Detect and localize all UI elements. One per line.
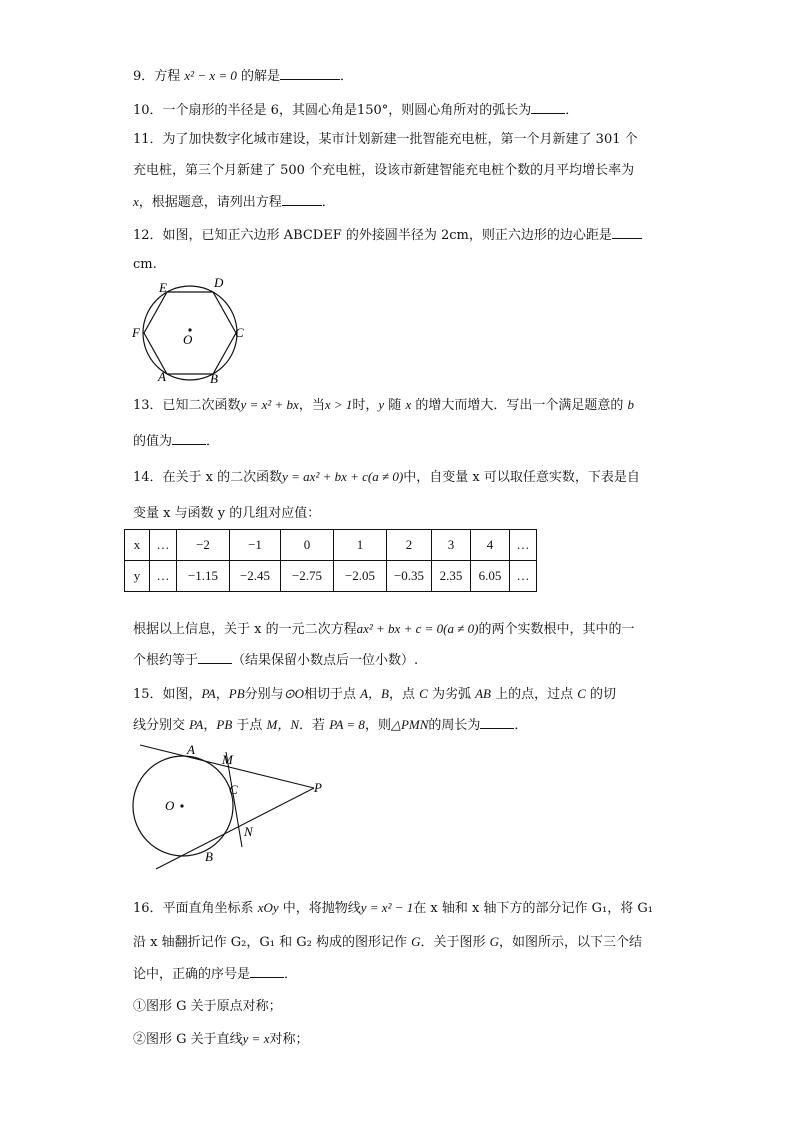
table-cell: …	[510, 561, 537, 592]
q12-text: 12．如图，已知正六边形 ABCDEF 的外接圆半径为 2cm，则正六边形的边心距是	[133, 228, 612, 243]
table-cell: …	[150, 561, 177, 592]
q12-label-F: F	[132, 325, 140, 340]
q11-line3	[133, 193, 335, 212]
q16-option-2	[133, 1030, 308, 1049]
q13-line1	[133, 396, 634, 415]
table-cell: 3	[432, 530, 471, 561]
table-cell: −2.75	[281, 561, 334, 592]
q9-answer-blank[interactable]	[280, 67, 340, 80]
q16-g2b: G₂	[296, 935, 312, 950]
q14-after2a: 个根约等于	[133, 653, 199, 668]
q13-end: ．	[206, 434, 220, 449]
q11-var-x: x	[133, 194, 139, 209]
q13-b-var: b	[627, 397, 634, 412]
q12-line2: cm.	[133, 257, 157, 272]
q12-line1	[133, 226, 642, 245]
table-cell: −1	[230, 530, 281, 561]
q15-line2c: 于点	[232, 718, 267, 733]
q16-line3	[133, 965, 297, 984]
q15-pb: PB	[228, 686, 245, 701]
q15-label-M: M	[222, 752, 233, 767]
q15-line2a: 线分别交	[133, 718, 190, 733]
table-cell: 1	[334, 530, 387, 561]
q15-c-var2: C	[577, 686, 586, 701]
q11-line2: 充电桩，第三个月新建了 500 个充电桩，设该市新建智能充电桩个数的月平均增长率为	[133, 163, 635, 178]
table-cell: 6.05	[471, 561, 510, 592]
q12-label-O: O	[183, 332, 193, 347]
q15-circle: ⊙O	[283, 686, 304, 701]
q15-sep1: ，	[215, 687, 229, 702]
table-cell: −2.45	[230, 561, 281, 592]
q16-opt2a: ②图形 G 关于直线	[133, 1032, 243, 1047]
q15-f: 上的点，过点	[490, 687, 578, 702]
q11-line3-text: ，根据题意，请列出方程	[138, 195, 282, 210]
table-cell: −0.35	[387, 561, 432, 592]
table-cell: 4	[471, 530, 510, 561]
q15-answer-blank[interactable]	[480, 716, 514, 729]
q12-label-C: C	[235, 325, 244, 340]
q16-g-var2: G	[489, 934, 500, 949]
q15-label-O: O	[165, 798, 175, 813]
q14-line1	[133, 468, 640, 487]
q16-a: 16．平面直角坐标系	[133, 901, 258, 916]
q15-tangent-figure	[128, 740, 338, 870]
q14-equation: ax² + bx + c = 0(a ≠ 0)	[356, 621, 479, 636]
q15-c-var: C	[419, 686, 428, 701]
q13-function: y = x² + bx	[240, 397, 299, 412]
q15-b: 分别与	[244, 687, 284, 702]
q15-d: ，点	[389, 687, 420, 702]
q16-line2c: 和	[274, 935, 297, 950]
q9-line	[133, 67, 353, 86]
q15-label-P: P	[314, 780, 322, 795]
q15-pa: PA	[201, 686, 216, 701]
q9-suffix: 的解是	[236, 69, 281, 84]
q13-c: 时，	[352, 398, 379, 413]
q14-answer-blank[interactable]	[198, 651, 232, 664]
q15-triangle: △PMN	[390, 717, 429, 732]
q9-equation: x² − x = 0	[184, 68, 237, 83]
q16-g1b: G₁	[637, 901, 653, 916]
q15-line2b: ，	[203, 718, 217, 733]
q16-line1	[133, 899, 653, 918]
q13-x: x	[405, 397, 412, 412]
q16-line2d: 构成的图形记作	[311, 935, 412, 950]
q15-pb-2: PB	[216, 717, 233, 732]
q15-c: 相切于点	[303, 687, 361, 702]
q16-line2e: ．关于图形	[420, 935, 490, 950]
q12-label-A: A	[158, 369, 166, 384]
q11-end: ．	[321, 195, 335, 210]
q16-g1c: G₁	[259, 935, 275, 950]
q16-xoy: xOy	[257, 900, 279, 915]
q10-answer-blank[interactable]	[531, 101, 565, 114]
q14-after-line2	[133, 651, 418, 670]
q16-answer-blank[interactable]	[250, 965, 284, 978]
q16-line3-text: 论中，正确的序号是	[133, 967, 251, 982]
q13-b: ，当	[298, 398, 325, 413]
q13-condition: x > 1	[324, 397, 353, 412]
table-cell: −1.15	[177, 561, 230, 592]
q13-line2	[133, 432, 219, 451]
q14-line2: 变量 x 与函数 y 的几组对应值：	[133, 506, 321, 521]
q10-end: ．	[565, 103, 579, 118]
table-cell: −2.05	[334, 561, 387, 592]
q14-after1a: 根据以上信息，关于 x 的一元二次方程	[133, 622, 357, 637]
table-cell: 2	[387, 530, 432, 561]
q15-end: ．	[514, 718, 528, 733]
q12-label-B: B	[210, 371, 218, 386]
q15-g: 的切	[585, 687, 617, 702]
q16-g1: G₁	[591, 901, 608, 916]
q13-d: 随	[384, 398, 406, 413]
q16-opt2b: 对称；	[269, 1032, 309, 1047]
q16-b: 中，将抛物线	[278, 901, 361, 916]
q16-end: ．	[284, 967, 298, 982]
q14-row-y	[125, 561, 537, 592]
table-cell: …	[150, 530, 177, 561]
q12-answer-blank[interactable]	[612, 226, 642, 239]
table-cell: y	[125, 561, 150, 592]
q15-line2f: 的周长为	[428, 718, 481, 733]
q15-tangent-pb	[156, 788, 314, 869]
q15-line2d: ．若	[299, 718, 330, 733]
q14-after1b: 的两个实数根中，其中的一	[478, 622, 635, 637]
q16-line2f: ，如图所示，以下三个结	[499, 935, 643, 950]
q16-option-1: ①图形 G 关于原点对称；	[133, 999, 282, 1014]
q12-hexagon-figure	[128, 275, 253, 387]
q13-line2-text: 的值为	[133, 434, 173, 449]
q15-center-dot	[180, 804, 183, 807]
q15-line2	[133, 716, 527, 735]
q14-row-x	[125, 530, 537, 561]
table-cell: …	[510, 530, 537, 561]
q11-line1: 11．为了加快数字化城市建设，某市计划新建一批智能充电桩，第一个月新建了 301 个	[133, 132, 638, 147]
q10-text: 10．一个扇形的半径是 6，其圆心角是150°，则圆心角所对的弧长为	[133, 103, 532, 118]
q13-answer-blank[interactable]	[172, 432, 206, 445]
q12-label-D: D	[214, 275, 224, 290]
q15-mn: M，N	[266, 717, 300, 732]
q14-b: 中，自变量 x 可以取任意实数，下表是自	[403, 470, 640, 485]
table-cell: −2	[177, 530, 230, 561]
q14-function: y = ax² + bx + c(a ≠ 0)	[282, 469, 404, 484]
table-cell: x	[125, 530, 150, 561]
table-cell: 2.35	[432, 561, 471, 592]
q16-line2a: 沿 x 轴翻折记作	[133, 935, 231, 950]
q16-d: ，将	[607, 901, 638, 916]
table-cell: 0	[281, 530, 334, 561]
q11-answer-blank[interactable]	[282, 193, 322, 206]
q13-y: y	[378, 397, 385, 412]
q13-a: 13．已知二次函数	[133, 398, 241, 413]
q14-value-table	[124, 529, 537, 592]
q9-prefix: 9．方程	[133, 69, 185, 84]
q16-g2: G₂	[230, 935, 247, 950]
q15-a: 15．如图，	[133, 687, 202, 702]
q15-label-A: A	[187, 742, 195, 757]
q14-a: 14．在关于 x 的二次函数	[133, 470, 283, 485]
q10-line	[133, 101, 578, 120]
q15-condition: PA = 8	[329, 717, 365, 732]
q15-label-B: B	[205, 849, 213, 864]
q16-g-var: G	[411, 934, 421, 949]
q16-opt2-equation: y = x	[242, 1031, 270, 1046]
q14-after2b: （结果保留小数点后一位小数）.	[232, 653, 419, 668]
q15-pa-2: PA	[189, 717, 204, 732]
q15-label-C: C	[229, 782, 238, 797]
q15-e: 为劣弧	[427, 687, 476, 702]
q9-end: ．	[340, 69, 354, 84]
q16-function: y = x² − 1	[360, 900, 414, 915]
q16-line2	[133, 933, 642, 952]
q16-c: 在 x 轴和 x 轴下方的部分记作	[413, 901, 592, 916]
q15-arc: AB	[475, 686, 491, 701]
q14-after-line1	[133, 620, 634, 639]
q15-line2e: ，则	[364, 718, 391, 733]
q15-label-N: N	[244, 824, 253, 839]
q13-e: 的增大而增大．写出一个满足题意的	[411, 398, 628, 413]
q16-line2b: ，	[246, 935, 260, 950]
q12-label-E: E	[159, 280, 167, 295]
q15-line1	[133, 685, 616, 704]
q15-points: A，B	[360, 686, 389, 701]
